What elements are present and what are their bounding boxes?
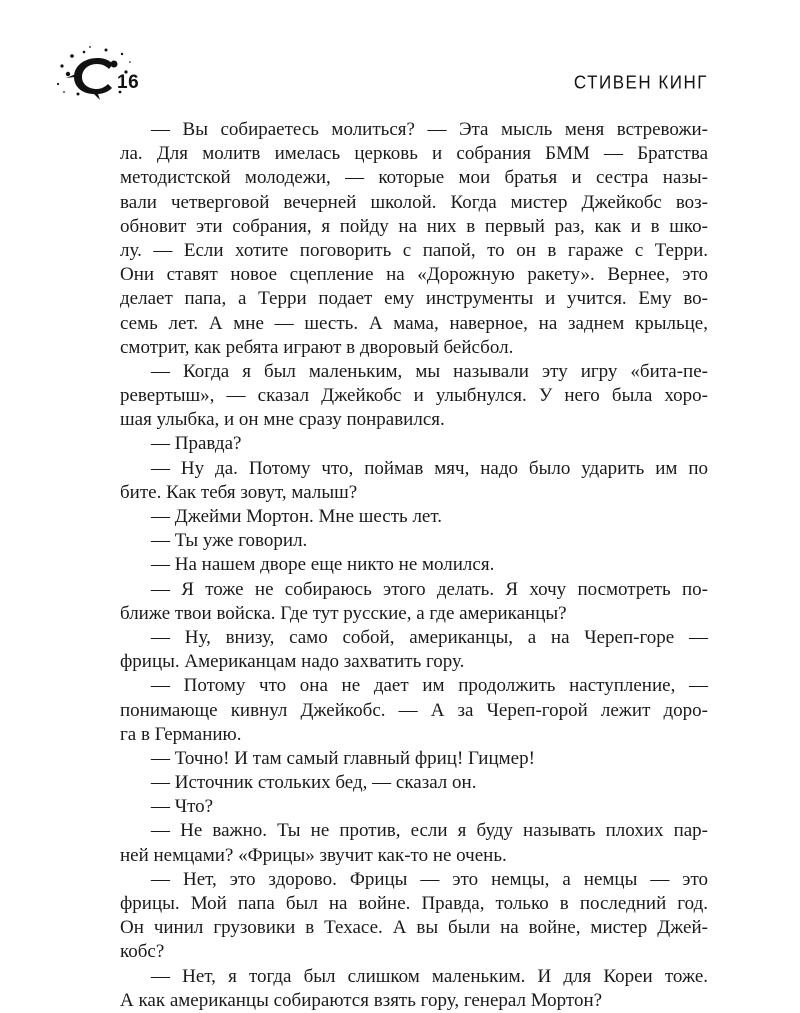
text-line: — Ну, внизу, само собой, американцы, а на Череп-горе — — [151, 626, 708, 648]
text-line: фрицы. Американцам надо захватить гору. — [120, 651, 465, 673]
text-line: — Не важно. Ты не против, если я буду называть плохих пар- — [151, 820, 708, 842]
text-line: Они ставят новое сцепление на «Дорожную ракету». Вернее, это — [120, 264, 708, 286]
page-number: 16 — [117, 72, 140, 93]
text-line: кобс? — [120, 941, 165, 963]
text-line: лу. — Если хотите поговорить с папой, то он в гараже с Терри. — [120, 239, 708, 261]
text-line: методистской молодежи, — которые мои братья и сестра назы- — [120, 167, 708, 189]
text-line: ревертыш», — сказал Джейкобс и улыбнулся. У него была хоро- — [120, 385, 708, 407]
text-line: — Джейми Мортон. Мне шесть лет. — [151, 506, 442, 527]
text-line: ла. Для молитв имелась церковь и собрания БММ — Братства — [120, 143, 708, 165]
text-line: га в Германию. — [120, 723, 242, 745]
body-text — [120, 118, 708, 1013]
text-line: бите. Как тебя зовут, малыш? — [120, 481, 358, 503]
text-line: Он чинил грузовики в Техасе. А вы были на войне, мистер Джей- — [120, 917, 708, 939]
text-line: А как американцы собираются взять гору, генерал Мортон? — [120, 989, 603, 1011]
text-line: — Точно! И там самый главный фриц! Гицмер! — [151, 747, 535, 769]
text-line: — Правда? — [151, 433, 242, 455]
text-line: обновит эти собрания, я пойду на них в первый раз, как и в шко- — [120, 215, 708, 237]
text-line: — Ну да. Потому что, поймав мяч, надо было ударить им по — [151, 457, 708, 479]
text-line: — Нет, это здорово. Фрицы — это немцы, а немцы — это — [151, 868, 708, 890]
text-line: фрицы. Мой папа был на войне. Правда, только в последний год. — [120, 893, 708, 914]
text-line: вали четверговой вечерней школой. Когда мистер Джейкобс воз- — [120, 191, 708, 213]
text-line: — Ты уже говорил. — [151, 530, 308, 552]
text-line: делает папа, а Терри подает ему инструменты и учится. Ему во- — [120, 288, 708, 310]
text-line: — Что? — [151, 796, 214, 818]
text-line: — Потому что она не дает им продолжить наступление, — — [151, 675, 708, 697]
text-line: — Нет, я тогда был слишком маленьким. И для Кореи тоже. — [151, 965, 708, 987]
text-line: — На нашем дворе еще никто не молился. — [151, 554, 495, 576]
text-line: ближе твои войска. Где тут русские, а где американцы? — [120, 602, 567, 624]
text-line: — Вы собираетесь молиться? — Эта мысль меня встревожи- — [151, 119, 708, 140]
text-line: шая улыбка, и он мне сразу понравился. — [120, 409, 445, 431]
running-head-author: СТИВЕН КИНГ — [573, 72, 708, 93]
text-line: смотрит, как ребята играют в дворовый бейсбол. — [120, 336, 514, 358]
text-line: — Я тоже не собираюсь этого делать. Я хочу посмотреть по- — [151, 578, 708, 600]
text-line: семь лет. А мне — шесть. А мама, наверное, на заднем крыльце, — [120, 312, 708, 334]
text-line: ней немцами? «Фрицы» звучит как-то не очень. — [120, 844, 507, 866]
text-line: — Когда я был маленьким, мы называли эту игру «бита-пе- — [151, 360, 708, 382]
text-line: — Источник стольких бед, — сказал он. — [151, 772, 477, 794]
text-line: понимающе кивнул Джейкобс. — А за Череп-горой лежит доро- — [120, 699, 708, 721]
